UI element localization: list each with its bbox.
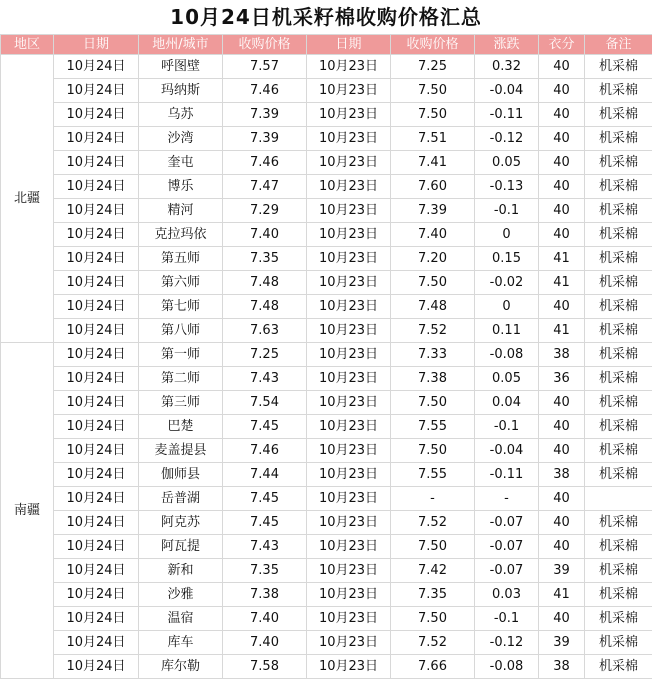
- prev-price-cell: 7.33: [391, 343, 475, 367]
- price-table: [0, 34, 652, 679]
- prev-price-cell: 7.50: [391, 391, 475, 415]
- city-cell: 克拉玛依: [139, 223, 223, 247]
- prev-date-cell: 10月23日: [307, 559, 391, 583]
- header-price: 收购价格: [223, 35, 307, 55]
- table-row: [1, 175, 652, 199]
- price-cell: 7.45: [223, 487, 307, 511]
- city-cell: 第一师: [139, 343, 223, 367]
- change-cell: -0.07: [475, 511, 539, 535]
- note-cell: 机采棉: [585, 55, 652, 79]
- prev-date-cell: 10月23日: [307, 151, 391, 175]
- change-cell: -0.1: [475, 607, 539, 631]
- date-cell: 10月24日: [54, 247, 139, 271]
- price-cell: 7.39: [223, 103, 307, 127]
- city-cell: 精河: [139, 199, 223, 223]
- city-cell: 第六师: [139, 271, 223, 295]
- note-cell: 机采棉: [585, 559, 652, 583]
- prev-date-cell: 10月23日: [307, 439, 391, 463]
- price-cell: 7.44: [223, 463, 307, 487]
- city-cell: 沙湾: [139, 127, 223, 151]
- date-cell: 10月24日: [54, 319, 139, 343]
- prev-date-cell: 10月23日: [307, 463, 391, 487]
- change-cell: 0: [475, 295, 539, 319]
- prev-price-cell: 7.39: [391, 199, 475, 223]
- date-cell: 10月24日: [54, 55, 139, 79]
- city-cell: 玛纳斯: [139, 79, 223, 103]
- date-cell: 10月24日: [54, 103, 139, 127]
- prev-price-cell: 7.55: [391, 415, 475, 439]
- lint-cell: 41: [539, 319, 585, 343]
- price-cell: 7.58: [223, 655, 307, 679]
- prev-date-cell: 10月23日: [307, 175, 391, 199]
- lint-cell: 40: [539, 175, 585, 199]
- prev-date-cell: 10月23日: [307, 511, 391, 535]
- prev-price-cell: 7.42: [391, 559, 475, 583]
- prev-price-cell: 7.51: [391, 127, 475, 151]
- note-cell: 机采棉: [585, 631, 652, 655]
- table-row: [1, 79, 652, 103]
- price-cell: 7.40: [223, 631, 307, 655]
- change-cell: 0.05: [475, 367, 539, 391]
- note-cell: 机采棉: [585, 223, 652, 247]
- price-cell: 7.45: [223, 511, 307, 535]
- price-cell: 7.63: [223, 319, 307, 343]
- date-cell: 10月24日: [54, 199, 139, 223]
- price-cell: 7.46: [223, 151, 307, 175]
- table-row: [1, 367, 652, 391]
- prev-price-cell: 7.50: [391, 103, 475, 127]
- city-cell: 乌苏: [139, 103, 223, 127]
- price-cell: 7.39: [223, 127, 307, 151]
- date-cell: 10月24日: [54, 127, 139, 151]
- change-cell: -0.12: [475, 631, 539, 655]
- header-date: 日期: [54, 35, 139, 55]
- date-cell: 10月24日: [54, 391, 139, 415]
- date-cell: 10月24日: [54, 415, 139, 439]
- table-row: [1, 631, 652, 655]
- prev-date-cell: 10月23日: [307, 631, 391, 655]
- table-row: [1, 463, 652, 487]
- table-header-row: [1, 35, 652, 55]
- prev-date-cell: 10月23日: [307, 535, 391, 559]
- prev-date-cell: 10月23日: [307, 247, 391, 271]
- prev-price-cell: 7.20: [391, 247, 475, 271]
- header-change: 涨跌: [475, 35, 539, 55]
- prev-date-cell: 10月23日: [307, 367, 391, 391]
- note-cell: 机采棉: [585, 343, 652, 367]
- note-cell: 机采棉: [585, 439, 652, 463]
- change-cell: 0.15: [475, 247, 539, 271]
- table-row: [1, 343, 652, 367]
- table-row: [1, 559, 652, 583]
- note-cell: 机采棉: [585, 391, 652, 415]
- city-cell: 岳普湖: [139, 487, 223, 511]
- table-row: [1, 223, 652, 247]
- lint-cell: 40: [539, 223, 585, 247]
- prev-date-cell: 10月23日: [307, 607, 391, 631]
- table-row: [1, 511, 652, 535]
- lint-cell: 40: [539, 415, 585, 439]
- table-row: [1, 583, 652, 607]
- city-cell: 伽师县: [139, 463, 223, 487]
- price-cell: 7.48: [223, 295, 307, 319]
- date-cell: 10月24日: [54, 151, 139, 175]
- date-cell: 10月24日: [54, 535, 139, 559]
- change-cell: -0.04: [475, 439, 539, 463]
- table-row: [1, 151, 652, 175]
- prev-price-cell: 7.50: [391, 607, 475, 631]
- page-title: 10月24日机采籽棉收购价格汇总: [170, 5, 482, 29]
- note-cell: 机采棉: [585, 583, 652, 607]
- date-cell: 10月24日: [54, 367, 139, 391]
- lint-cell: 40: [539, 199, 585, 223]
- city-cell: 温宿: [139, 607, 223, 631]
- city-cell: 阿瓦提: [139, 535, 223, 559]
- price-cell: 7.54: [223, 391, 307, 415]
- prev-date-cell: 10月23日: [307, 319, 391, 343]
- prev-date-cell: 10月23日: [307, 487, 391, 511]
- note-cell: 机采棉: [585, 319, 652, 343]
- note-cell: 机采棉: [585, 463, 652, 487]
- note-cell: 机采棉: [585, 199, 652, 223]
- city-cell: 阿克苏: [139, 511, 223, 535]
- change-cell: -0.11: [475, 463, 539, 487]
- price-cell: 7.35: [223, 559, 307, 583]
- change-cell: 0: [475, 223, 539, 247]
- table-row: [1, 487, 652, 511]
- table-row: [1, 607, 652, 631]
- date-cell: 10月24日: [54, 559, 139, 583]
- date-cell: 10月24日: [54, 439, 139, 463]
- price-cell: 7.40: [223, 223, 307, 247]
- lint-cell: 40: [539, 127, 585, 151]
- date-cell: 10月24日: [54, 511, 139, 535]
- change-cell: 0.04: [475, 391, 539, 415]
- change-cell: 0.03: [475, 583, 539, 607]
- prev-date-cell: 10月23日: [307, 271, 391, 295]
- price-cell: 7.35: [223, 247, 307, 271]
- change-cell: -0.07: [475, 535, 539, 559]
- note-cell: 机采棉: [585, 103, 652, 127]
- prev-date-cell: 10月23日: [307, 127, 391, 151]
- price-cell: 7.57: [223, 55, 307, 79]
- change-cell: 0.11: [475, 319, 539, 343]
- lint-cell: 40: [539, 511, 585, 535]
- lint-cell: 40: [539, 607, 585, 631]
- prev-price-cell: 7.52: [391, 511, 475, 535]
- change-cell: -0.02: [475, 271, 539, 295]
- change-cell: -0.12: [475, 127, 539, 151]
- prev-price-cell: 7.48: [391, 295, 475, 319]
- date-cell: 10月24日: [54, 607, 139, 631]
- prev-price-cell: 7.50: [391, 535, 475, 559]
- table-row: [1, 391, 652, 415]
- date-cell: 10月24日: [54, 79, 139, 103]
- table-row: [1, 103, 652, 127]
- prev-date-cell: 10月23日: [307, 295, 391, 319]
- lint-cell: 39: [539, 559, 585, 583]
- table-row: [1, 295, 652, 319]
- prev-price-cell: 7.52: [391, 319, 475, 343]
- prev-date-cell: 10月23日: [307, 223, 391, 247]
- table-row: [1, 199, 652, 223]
- lint-cell: 38: [539, 343, 585, 367]
- prev-price-cell: 7.25: [391, 55, 475, 79]
- city-cell: 第五师: [139, 247, 223, 271]
- lint-cell: 38: [539, 655, 585, 679]
- change-cell: -0.08: [475, 343, 539, 367]
- lint-cell: 41: [539, 247, 585, 271]
- city-cell: 第三师: [139, 391, 223, 415]
- date-cell: 10月24日: [54, 631, 139, 655]
- prev-price-cell: 7.50: [391, 439, 475, 463]
- price-cell: 7.43: [223, 367, 307, 391]
- note-cell: 机采棉: [585, 151, 652, 175]
- table-row: [1, 271, 652, 295]
- prev-date-cell: 10月23日: [307, 655, 391, 679]
- prev-date-cell: 10月23日: [307, 79, 391, 103]
- table-row: [1, 247, 652, 271]
- price-cell: 7.40: [223, 607, 307, 631]
- change-cell: -0.07: [475, 559, 539, 583]
- prev-date-cell: 10月23日: [307, 199, 391, 223]
- lint-cell: 40: [539, 79, 585, 103]
- region-cell: 南疆: [1, 343, 54, 679]
- header-prev-price: 收购价格: [391, 35, 475, 55]
- price-cell: 7.46: [223, 439, 307, 463]
- city-cell: 呼图壁: [139, 55, 223, 79]
- lint-cell: 41: [539, 271, 585, 295]
- lint-cell: 38: [539, 463, 585, 487]
- lint-cell: 40: [539, 535, 585, 559]
- note-cell: 机采棉: [585, 655, 652, 679]
- lint-cell: 40: [539, 439, 585, 463]
- header-note: 备注: [585, 35, 652, 55]
- city-cell: 库车: [139, 631, 223, 655]
- table-body: [1, 55, 652, 679]
- table-row: [1, 439, 652, 463]
- prev-price-cell: 7.55: [391, 463, 475, 487]
- prev-date-cell: 10月23日: [307, 103, 391, 127]
- prev-price-cell: 7.60: [391, 175, 475, 199]
- city-cell: 博乐: [139, 175, 223, 199]
- lint-cell: 41: [539, 583, 585, 607]
- note-cell: 机采棉: [585, 367, 652, 391]
- change-cell: -0.04: [475, 79, 539, 103]
- date-cell: 10月24日: [54, 463, 139, 487]
- note-cell: 机采棉: [585, 247, 652, 271]
- header-prev-date: 日期: [307, 35, 391, 55]
- city-cell: 麦盖提县: [139, 439, 223, 463]
- city-cell: 第二师: [139, 367, 223, 391]
- header-city: 地州/城市: [139, 35, 223, 55]
- price-cell: 7.48: [223, 271, 307, 295]
- lint-cell: 40: [539, 55, 585, 79]
- change-cell: -0.13: [475, 175, 539, 199]
- change-cell: -0.1: [475, 415, 539, 439]
- lint-cell: 39: [539, 631, 585, 655]
- table-row: [1, 127, 652, 151]
- note-cell: 机采棉: [585, 535, 652, 559]
- prev-price-cell: 7.66: [391, 655, 475, 679]
- prev-date-cell: 10月23日: [307, 583, 391, 607]
- prev-date-cell: 10月23日: [307, 343, 391, 367]
- lint-cell: 40: [539, 295, 585, 319]
- prev-price-cell: -: [391, 487, 475, 511]
- note-cell: 机采棉: [585, 511, 652, 535]
- prev-price-cell: 7.41: [391, 151, 475, 175]
- city-cell: 奎屯: [139, 151, 223, 175]
- city-cell: 第七师: [139, 295, 223, 319]
- price-cell: 7.45: [223, 415, 307, 439]
- table-row: [1, 535, 652, 559]
- price-cell: 7.47: [223, 175, 307, 199]
- price-cell: 7.38: [223, 583, 307, 607]
- date-cell: 10月24日: [54, 295, 139, 319]
- change-cell: 0.32: [475, 55, 539, 79]
- header-lint-percentage: 衣分: [539, 35, 585, 55]
- prev-date-cell: 10月23日: [307, 55, 391, 79]
- change-cell: -: [475, 487, 539, 511]
- city-cell: 第八师: [139, 319, 223, 343]
- prev-price-cell: 7.50: [391, 271, 475, 295]
- note-cell: 机采棉: [585, 295, 652, 319]
- date-cell: 10月24日: [54, 487, 139, 511]
- change-cell: -0.11: [475, 103, 539, 127]
- price-cell: 7.25: [223, 343, 307, 367]
- change-cell: -0.1: [475, 199, 539, 223]
- date-cell: 10月24日: [54, 175, 139, 199]
- prev-price-cell: 7.38: [391, 367, 475, 391]
- prev-date-cell: 10月23日: [307, 391, 391, 415]
- note-cell: [585, 487, 652, 511]
- prev-price-cell: 7.35: [391, 583, 475, 607]
- date-cell: 10月24日: [54, 223, 139, 247]
- table-row: [1, 319, 652, 343]
- lint-cell: 36: [539, 367, 585, 391]
- price-cell: 7.46: [223, 79, 307, 103]
- prev-price-cell: 7.40: [391, 223, 475, 247]
- prev-price-cell: 7.52: [391, 631, 475, 655]
- city-cell: 巴楚: [139, 415, 223, 439]
- lint-cell: 40: [539, 103, 585, 127]
- note-cell: 机采棉: [585, 607, 652, 631]
- lint-cell: 40: [539, 487, 585, 511]
- table-row: [1, 55, 652, 79]
- note-cell: 机采棉: [585, 127, 652, 151]
- note-cell: 机采棉: [585, 271, 652, 295]
- change-cell: -0.08: [475, 655, 539, 679]
- change-cell: 0.05: [475, 151, 539, 175]
- note-cell: 机采棉: [585, 175, 652, 199]
- price-cell: 7.43: [223, 535, 307, 559]
- region-cell: 北疆: [1, 55, 54, 343]
- note-cell: 机采棉: [585, 415, 652, 439]
- date-cell: 10月24日: [54, 343, 139, 367]
- city-cell: 沙雅: [139, 583, 223, 607]
- prev-date-cell: 10月23日: [307, 415, 391, 439]
- lint-cell: 40: [539, 391, 585, 415]
- date-cell: 10月24日: [54, 271, 139, 295]
- table-row: [1, 415, 652, 439]
- price-cell: 7.29: [223, 199, 307, 223]
- city-cell: 库尔勒: [139, 655, 223, 679]
- date-cell: 10月24日: [54, 583, 139, 607]
- city-cell: 新和: [139, 559, 223, 583]
- date-cell: 10月24日: [54, 655, 139, 679]
- header-region: 地区: [1, 35, 54, 55]
- table-row: [1, 655, 652, 679]
- lint-cell: 40: [539, 151, 585, 175]
- prev-price-cell: 7.50: [391, 79, 475, 103]
- note-cell: 机采棉: [585, 79, 652, 103]
